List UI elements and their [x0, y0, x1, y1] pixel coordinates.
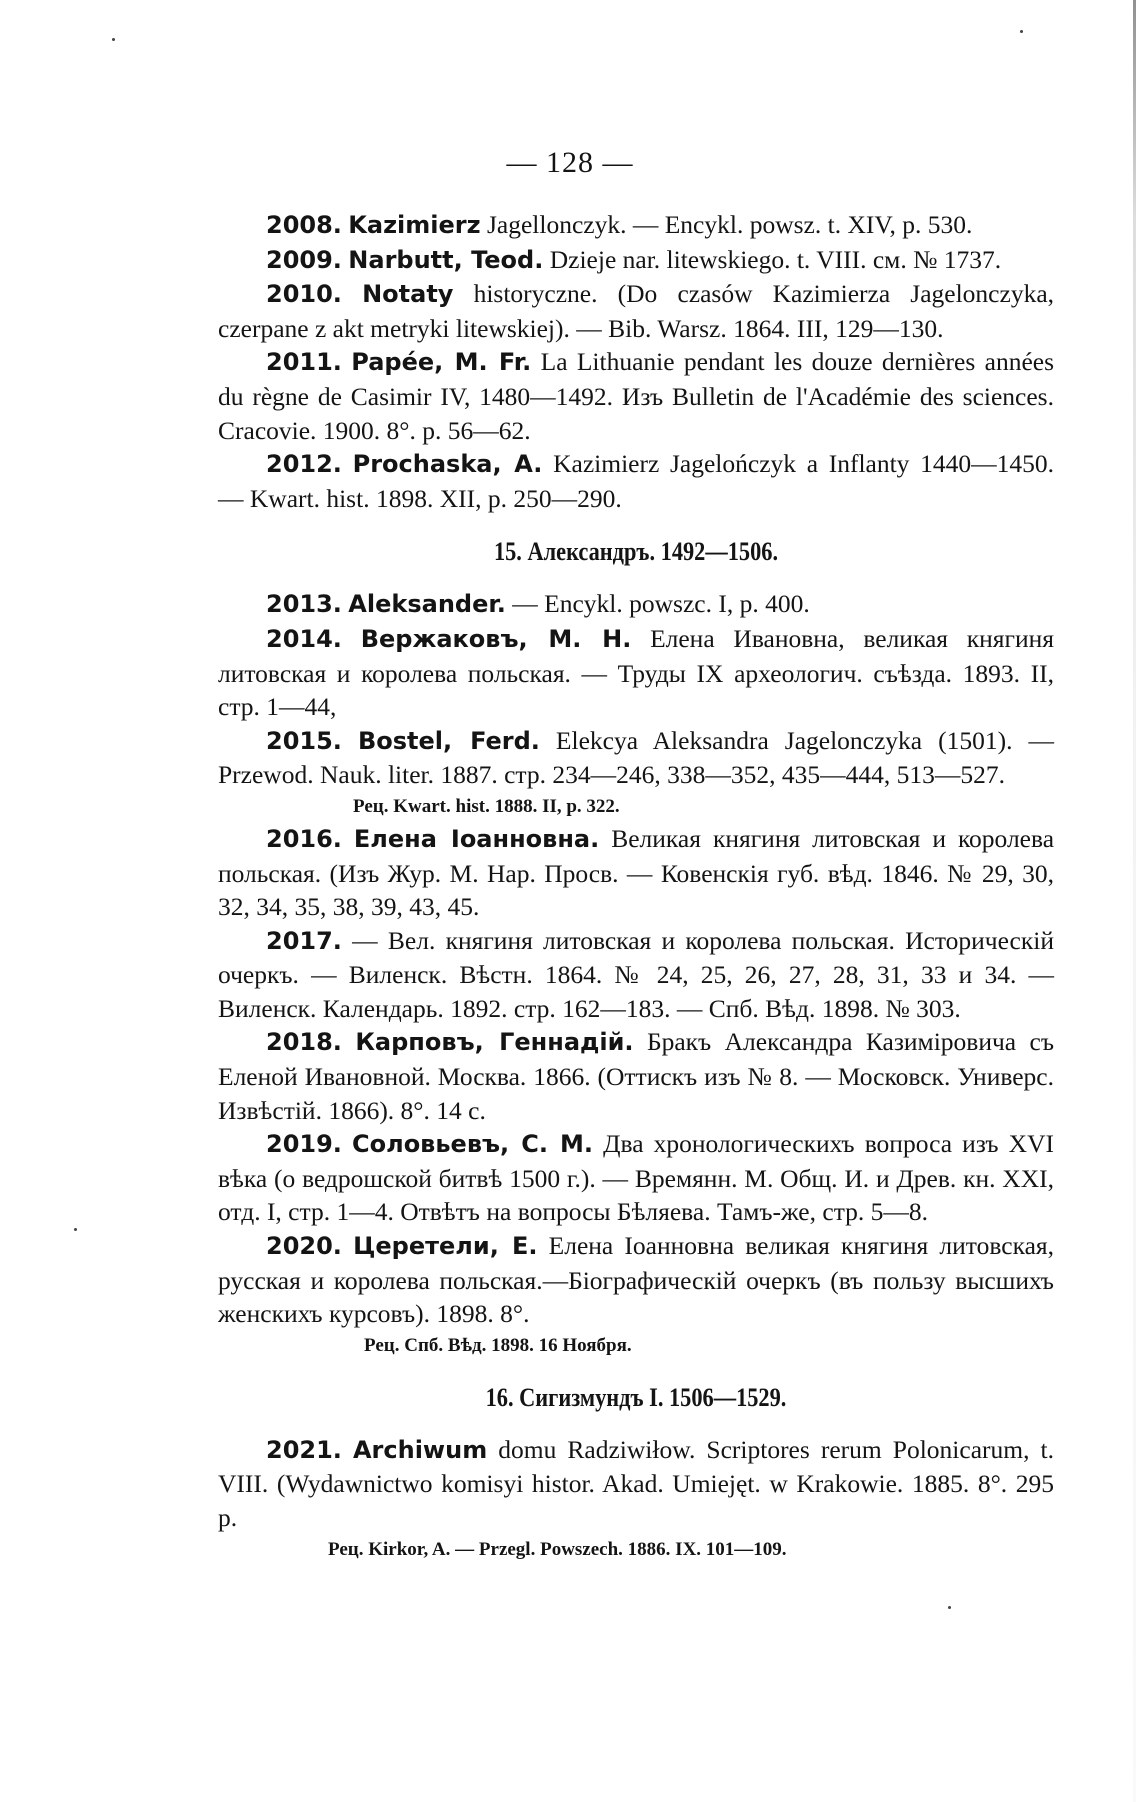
- entry-number: 2020.: [266, 1232, 342, 1261]
- entry-number: 2016.: [266, 824, 342, 853]
- bibliography-entry: [218, 345, 1054, 447]
- entry-text: La Lithuanie pendant les douze dernières années du règne de Casimir IV, 1480—1492. Изъ Bulletin de l'Académie des sciences. Cracovie. 1900. 8°. p. 56—62.: [218, 347, 1055, 445]
- section-heading: 16. Сигизмундъ I. 1506—1529.: [485, 1382, 787, 1412]
- page-edge-shadow: [1133, 0, 1136, 1802]
- entry-text: Елена Іоанновна великая княгиня литовская, русская и королева польская.—Біографическій очеркъ (въ пользу высшихъ женскихъ курсовъ). 1898. 8°.: [218, 1231, 1054, 1329]
- bibliography-entry: [218, 1025, 1054, 1127]
- entry-text: Kazimierz Jagelończyk a Inflanty 1440—1450. — Kwart. hist. 1898. XII, p. 250—290.: [218, 449, 1054, 513]
- entry-number: 2014.: [266, 624, 342, 653]
- bibliography-entry: [218, 822, 1054, 924]
- entry-text: Elekcya Aleksandra Jagelonczyka (1501). — Przewod. Nauk. liter. 1887. стр. 234—246, 338—352, 435—444, 513—527.: [218, 725, 1054, 790]
- paper-speck: [112, 38, 115, 41]
- bibliography-entry: [218, 243, 1054, 278]
- entry-author: Aleksander.: [348, 590, 506, 619]
- entry-number: 2012.: [266, 450, 342, 479]
- entry-text: Jagellonczyk. — Encykl. powsz. t. XIV, p. 530.: [480, 210, 973, 239]
- entry-number: 2019.: [266, 1130, 342, 1159]
- bibliography-entry: [218, 277, 1054, 345]
- paper-speck: [948, 1606, 951, 1609]
- entry-text: — Вел. княгиня литовская и королева польская. Историческій очеркъ. — Виленск. Вѣстн. 1864. № 24, 25, 26, 27, 28, 31, 33 и 34. — Виленск. Календарь. 1892. стр. 162—183. — Спб. Вѣд. 1898. № 303.: [218, 925, 1054, 1023]
- bibliography-entry: [218, 587, 1054, 622]
- paper-speck: [74, 1228, 77, 1231]
- entry-text: Dzieje nar. litewskiego. t. VIII. см. № 1737.: [543, 244, 1002, 274]
- entry-author: Церетели, Е.: [353, 1232, 538, 1261]
- bibliography-entry: [218, 1127, 1054, 1229]
- entry-text: — Encykl. powszc. I, p. 400.: [505, 589, 810, 619]
- entry-number: 2018.: [266, 1028, 342, 1057]
- bibliography-text: [218, 208, 1054, 1565]
- entries-section-15: [218, 587, 1054, 1360]
- review-note: Рец. Kwart. hist. 1888. II, p. 322.: [353, 795, 620, 817]
- entry-author: Вержаковъ, М. Н.: [360, 624, 632, 653]
- entry-author: Соловьевъ, С. М.: [352, 1130, 594, 1159]
- bibliography-entry: [218, 724, 1054, 792]
- entry-author: Notaty: [362, 280, 454, 309]
- entry-number: 2013.: [266, 590, 342, 619]
- entry-number: 2021.: [266, 1435, 342, 1464]
- entry-number: 2011.: [266, 348, 342, 377]
- entry-text: Елена Ивановна, великая княгиня литовская и королева польская. — Труды IX археологич. съѣзда. 1893. II, стр. 1—44,: [218, 623, 1055, 722]
- section-heading: 15. Александръ. 1492—1506.: [493, 537, 779, 567]
- entry-text: historyczne. (Do czasów Kazimierza Jagelonczyka, czerpane z akt metryki litewskiej). — Bib. Warsz. 1864. III, 129—130.: [218, 279, 1055, 343]
- entry-text: Бракъ Александра Казиміровича съ Еленой Ивановной. Москва. 1866. (Оттискъ изъ № 8. — Московск. Универс. Извѣстій. 1866). 8°. 14 с.: [218, 1027, 1055, 1125]
- entry-author: Archiwum: [352, 1435, 488, 1464]
- review-note: Рец. Kirkor, A. — Przegl. Powszech. 1886. IX. 101—109.: [328, 1538, 787, 1560]
- bibliography-entry: [218, 208, 1054, 243]
- entries-section-16: [218, 1433, 1054, 1565]
- entry-number: 2009.: [266, 245, 342, 274]
- entry-author: Papée, M. Fr.: [351, 348, 532, 377]
- entry-author: Prochaska, A.: [352, 450, 543, 479]
- entry-text: Два хронологическихъ вопроса изъ XVI вѣка (о ведрошской битвѣ 1500 г.). — Времянн. М. Общ. И. и Древ. кн. XXI, отд. I, стр. 1—4. Отвѣтъ на вопросы Бѣляева. Тамъ-же, стр. 5—8.: [218, 1129, 1055, 1227]
- entry-author: Карповъ, Геннадій.: [355, 1028, 634, 1057]
- entry-author: Kazimierz: [348, 211, 481, 239]
- bibliography-entry: [218, 622, 1054, 724]
- entry-author: Bostel, Ferd.: [357, 726, 540, 755]
- page-number: — 128 —: [506, 146, 634, 179]
- entries-top-group: [218, 208, 1054, 515]
- entry-text: Великая княгиня литовская и королева польская. (Изъ Жур. М. Нар. Просв. — Ковенскія губ. вѣд. 1846. № 29, 30, 32, 34, 35, 38, 39, 43, 45.: [218, 823, 1055, 922]
- entry-number: 2010.: [266, 280, 342, 309]
- paper-speck: [1020, 30, 1023, 33]
- entry-author: Елена Іоанновна.: [353, 824, 600, 853]
- bibliography-entry: [218, 924, 1054, 1026]
- bibliography-entry: [218, 447, 1054, 515]
- entry-text: domu Radziwiłow. Scriptores rerum Polonicarum, t. VIII. (Wydawnictwo komisyi histor. Akad. Umiejęt. w Krakowie. 1885. 8°. 295 p.: [218, 1434, 1055, 1532]
- entry-author: Narbutt, Teod.: [348, 245, 544, 274]
- bibliography-entry: [218, 1433, 1054, 1535]
- review-note: Рец. Спб. Вѣд. 1898. 16 Ноября.: [364, 1334, 632, 1356]
- bibliography-entry: [218, 1229, 1054, 1331]
- entry-number: 2008.: [266, 211, 342, 239]
- entry-number: 2015.: [266, 726, 342, 755]
- entry-number: 2017.: [266, 926, 342, 955]
